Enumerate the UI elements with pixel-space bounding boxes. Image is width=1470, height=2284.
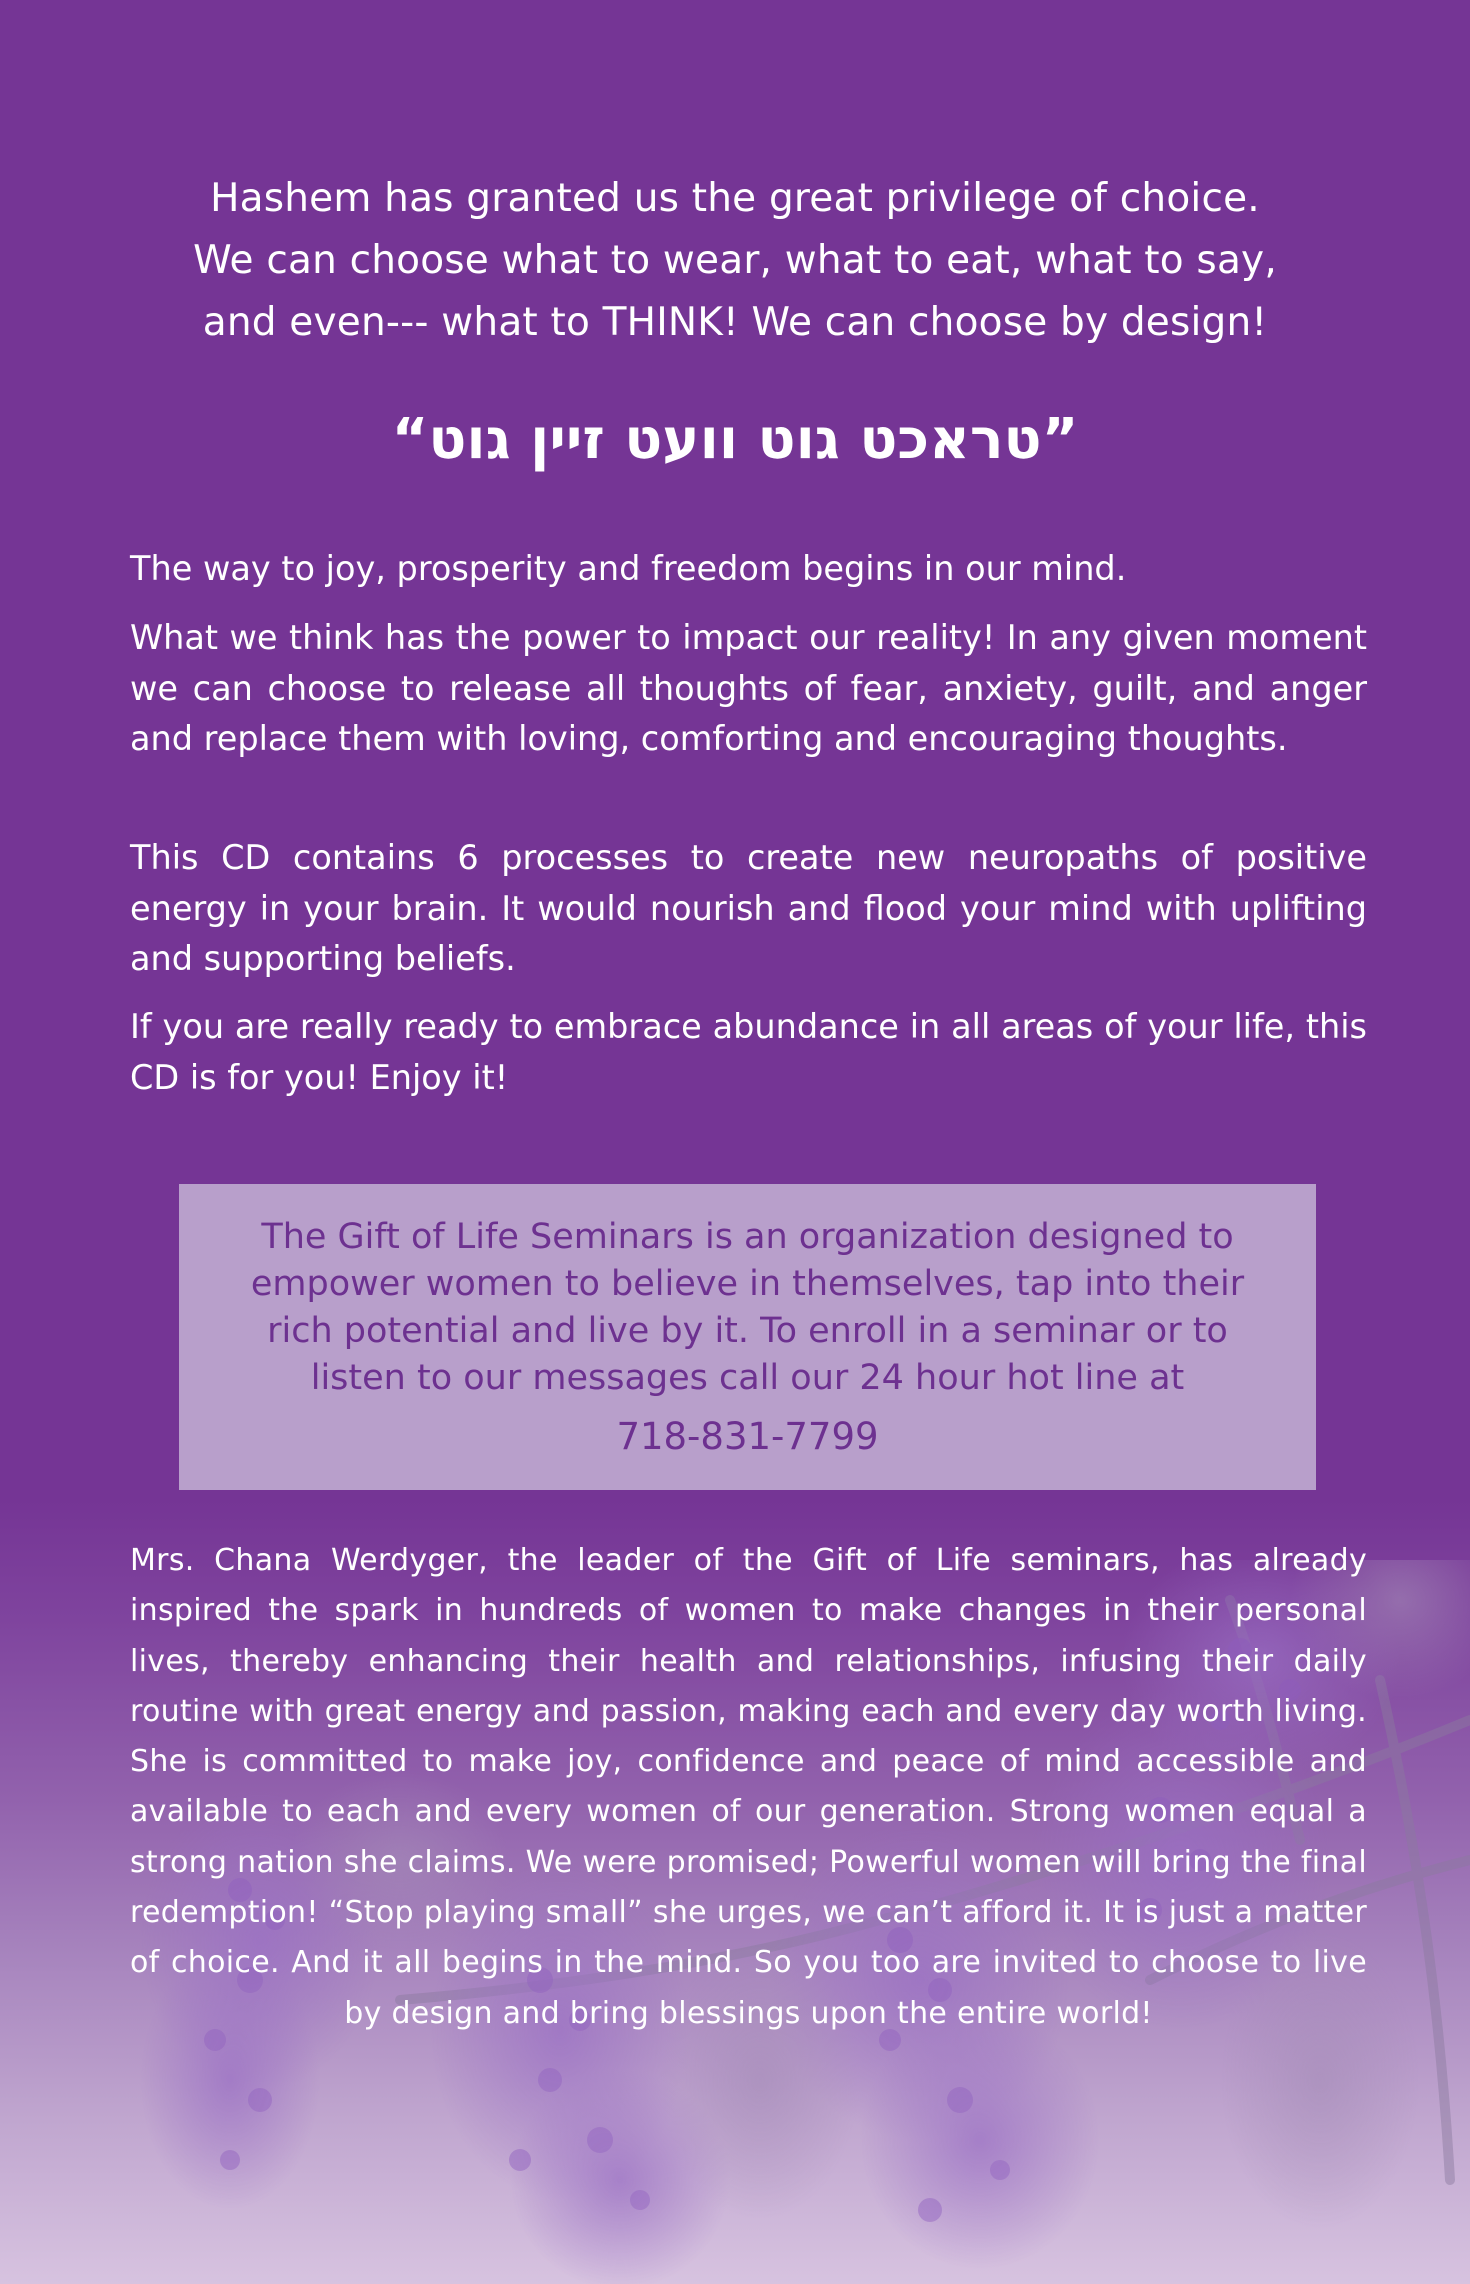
intro-line: and even--- what to THINK! We can choose by design! [202, 300, 1268, 345]
seminar-description: The Gift of Life Seminars is an organization designed to empower women to believe in themselves, tap into their rich potential and live by it. To enroll in a seminar or to listen to our messages call our 24 hour hot line at [250, 1217, 1245, 1398]
intro-statement [100, 168, 1370, 354]
intro-line: We can choose what to wear, what to eat, what to say, [193, 238, 1277, 283]
intro-line: Hashem has granted us the great privilege of choice. [210, 176, 1260, 221]
hebrew-title: ”טראכט גוט וועט זיין גוט“ [391, 407, 1079, 472]
paragraph-joy: The way to joy, prosperity and freedom begins in our mind. [130, 549, 1127, 588]
paragraph-cd-contents: This CD contains 6 processes to create new neuropaths of positive energy in your brain. It would nourish and flood your mind with uplifting and supporting beliefs. [130, 838, 1367, 978]
seminar-info-box [179, 1184, 1316, 1490]
hotline-phone-number: 718-831-7799 [616, 1415, 879, 1458]
paragraph-invitation: If you are really ready to embrace abundance in all areas of your life, this CD is for you! Enjoy it! [130, 1007, 1367, 1097]
paragraph-thoughts: What we think has the power to impact our reality! In any given moment we can choose to release all thoughts of fear, anxiety, guilt, and anger and replace them with loving, comforting and encouraging thoughts. [130, 618, 1367, 758]
leader-biography: Mrs. Chana Werdyger, the leader of the Gift of Life seminars, has already inspired the spark in hundreds of women to make changes in their personal lives, thereby enhancing their health and relationships, infusing their daily routine with great energy and passion, making each and every day worth living. She is committed to make joy, confidence and peace of mind accessible and available to each and every women of our generation. Strong women equal a strong nation she claims. We were promised; Powerful women will bring the final redemption! “Stop playing small” she urges, we can’t afford it. It is just a matter of choice. And it all begins in the mind. So you too are invited to choose to live by design and bring blessings upon the entire world! [130, 1543, 1367, 2031]
